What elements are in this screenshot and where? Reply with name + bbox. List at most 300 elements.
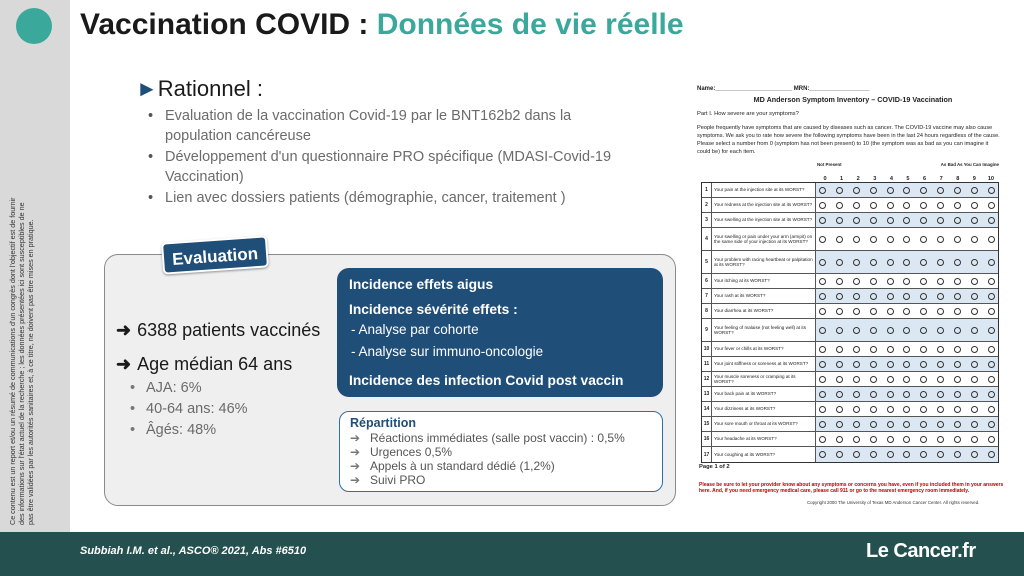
rating-radio-circle[interactable] xyxy=(920,406,927,413)
rating-radio-circle[interactable] xyxy=(954,217,961,224)
scale-number: 5 xyxy=(906,176,910,182)
rating-radio-circle[interactable] xyxy=(819,346,826,353)
rating-radio-circle[interactable] xyxy=(836,436,843,443)
rating-radio-circle[interactable] xyxy=(853,391,860,398)
rating-radio-circle[interactable] xyxy=(836,346,843,353)
symptom-row xyxy=(702,198,998,213)
repartition-item xyxy=(350,459,652,473)
incidence-sub-cohort: - Analyse par cohorte xyxy=(351,322,479,337)
rationale-heading-label: Rationnel : xyxy=(157,76,263,101)
scale-number: 9 xyxy=(972,176,976,182)
rating-radio-circle[interactable] xyxy=(937,278,944,285)
rating-radio-circle[interactable] xyxy=(819,436,826,443)
rating-options xyxy=(816,342,998,356)
rating-options xyxy=(816,213,998,227)
rating-radio-circle[interactable] xyxy=(819,308,826,315)
incidence-severity: Incidence sévérité effets : xyxy=(349,302,518,317)
rating-radio-circle[interactable] xyxy=(988,217,995,224)
symptom-row xyxy=(702,183,998,198)
rating-options xyxy=(816,319,998,341)
rating-radio-circle[interactable] xyxy=(870,346,877,353)
rating-radio-circle[interactable] xyxy=(971,236,978,243)
rating-radio-circle[interactable] xyxy=(887,259,894,266)
questionnaire-title: MD Anderson Symptom Inventory – COVID-19 Vaccination xyxy=(753,95,953,104)
brand-logo: Le Cancer.fr xyxy=(866,540,976,562)
rating-radio-circle[interactable] xyxy=(903,202,910,209)
rating-radio-circle[interactable] xyxy=(819,406,826,413)
rating-radio-circle[interactable] xyxy=(937,308,944,315)
rating-radio-circle[interactable] xyxy=(836,278,843,285)
rating-radio-circle[interactable] xyxy=(887,236,894,243)
rating-radio-circle[interactable] xyxy=(954,259,961,266)
rating-radio-circle[interactable] xyxy=(971,202,978,209)
patients-stat-label: 6388 patients vaccinés xyxy=(137,320,321,340)
rating-radio-circle[interactable] xyxy=(903,217,910,224)
rating-radio-circle[interactable] xyxy=(836,406,843,413)
rating-radio-circle[interactable] xyxy=(903,391,910,398)
rating-radio-circle[interactable] xyxy=(920,451,927,458)
scale-number: 0 xyxy=(823,176,827,182)
rating-radio-circle[interactable] xyxy=(937,391,944,398)
rating-radio-circle[interactable] xyxy=(954,308,961,315)
rating-radio-circle[interactable] xyxy=(971,406,978,413)
incidence-infection: Incidence des infection Covid post vaccin xyxy=(349,373,624,388)
symptom-label: Your problem with racing heartbeat or palpitation at its WORST? xyxy=(712,251,816,273)
symptom-number: 15 xyxy=(702,417,712,431)
rating-radio-circle[interactable] xyxy=(954,421,961,428)
rating-radio-circle[interactable] xyxy=(836,293,843,300)
symptom-label: Your joint stiffness or soreness at its WORST? xyxy=(712,357,816,371)
arrow-icon: ➔ xyxy=(350,431,361,445)
rating-radio-circle[interactable] xyxy=(819,278,826,285)
incidence-box xyxy=(337,268,663,397)
rating-radio-circle[interactable] xyxy=(937,187,944,194)
rating-options xyxy=(816,289,998,303)
symptom-number: 10 xyxy=(702,342,712,356)
rating-radio-circle[interactable] xyxy=(920,346,927,353)
repartition-item-label: Urgences 0,5% xyxy=(370,445,453,459)
rating-radio-circle[interactable] xyxy=(971,259,978,266)
rating-radio-circle[interactable] xyxy=(819,391,826,398)
rating-radio-circle[interactable] xyxy=(903,327,910,334)
arrow-icon: ➔ xyxy=(350,445,361,459)
rating-radio-circle[interactable] xyxy=(920,308,927,315)
rating-radio-circle[interactable] xyxy=(920,293,927,300)
symptom-label: Your rash at its WORST? xyxy=(712,289,816,303)
rating-radio-circle[interactable] xyxy=(988,361,995,368)
rating-radio-circle[interactable] xyxy=(954,376,961,383)
rating-radio-circle[interactable] xyxy=(870,187,877,194)
rating-radio-circle[interactable] xyxy=(819,202,826,209)
symptom-number: 11 xyxy=(702,357,712,371)
rating-radio-circle[interactable] xyxy=(853,376,860,383)
rating-radio-circle[interactable] xyxy=(920,361,927,368)
rating-radio-circle[interactable] xyxy=(954,391,961,398)
symptom-label: Your muscle soreness or cramping at its WORST? xyxy=(712,372,816,386)
rating-radio-circle[interactable] xyxy=(853,421,860,428)
symptom-label: Your swelling or pain under your arm (armpit) on the same side of your injection at its WORST? xyxy=(712,228,816,250)
age-group-item: • 40-64 ans: 46% xyxy=(130,399,248,420)
rating-radio-circle[interactable] xyxy=(836,361,843,368)
scale-number: 7 xyxy=(939,176,943,182)
repartition-box xyxy=(339,411,663,492)
symptom-row xyxy=(702,372,998,387)
rating-radio-circle[interactable] xyxy=(937,236,944,243)
repartition-item-label: Appels à un standard dédié (1,2%) xyxy=(370,459,555,473)
symptom-row xyxy=(702,289,998,304)
rating-radio-circle[interactable] xyxy=(870,202,877,209)
rating-radio-circle[interactable] xyxy=(903,346,910,353)
age-group-list xyxy=(130,378,248,441)
rating-radio-circle[interactable] xyxy=(920,202,927,209)
rating-radio-circle[interactable] xyxy=(937,346,944,353)
mdasi-questionnaire xyxy=(697,80,1009,510)
rating-radio-circle[interactable] xyxy=(903,308,910,315)
arrow-right-icon: ➜ xyxy=(116,320,132,340)
rating-radio-circle[interactable] xyxy=(971,391,978,398)
rating-radio-circle[interactable] xyxy=(937,421,944,428)
rating-radio-circle[interactable] xyxy=(853,406,860,413)
scale-number: 4 xyxy=(889,176,893,182)
symptom-number: 9 xyxy=(702,319,712,341)
rating-radio-circle[interactable] xyxy=(954,293,961,300)
rating-radio-circle[interactable] xyxy=(937,376,944,383)
rating-radio-circle[interactable] xyxy=(870,406,877,413)
rating-radio-circle[interactable] xyxy=(870,327,877,334)
rating-radio-circle[interactable] xyxy=(903,436,910,443)
name-mrn-line: Name:_______________________ MRN:__________________ xyxy=(697,86,870,92)
rating-radio-circle[interactable] xyxy=(887,376,894,383)
rating-radio-circle[interactable] xyxy=(853,346,860,353)
provider-warning: Please be sure to let your provider know about any symptoms or concerns you have, even if you included them in your answers here. And, if you need emergency medical care, please call 911 or go to the nearest emergency room immediately. xyxy=(699,482,1004,495)
rating-radio-circle[interactable] xyxy=(887,293,894,300)
rating-radio-circle[interactable] xyxy=(887,308,894,315)
rationale-heading xyxy=(136,76,263,102)
rating-radio-circle[interactable] xyxy=(971,451,978,458)
rating-radio-circle[interactable] xyxy=(853,187,860,194)
rating-radio-circle[interactable] xyxy=(870,259,877,266)
rating-options xyxy=(816,251,998,273)
rating-options xyxy=(816,304,998,318)
rating-radio-circle[interactable] xyxy=(971,293,978,300)
triangle-arrow-icon: ► xyxy=(136,76,158,101)
citation: Subbiah I.M. et al., ASCO® 2021, Abs #6510 xyxy=(80,545,307,557)
symptom-number: 4 xyxy=(702,228,712,250)
brand-circle-icon xyxy=(16,8,52,44)
rating-radio-circle[interactable] xyxy=(920,376,927,383)
repartition-item xyxy=(350,431,652,445)
rating-radio-circle[interactable] xyxy=(903,376,910,383)
rating-radio-circle[interactable] xyxy=(920,217,927,224)
rating-radio-circle[interactable] xyxy=(836,421,843,428)
title-accent: Données de vie réelle xyxy=(376,8,684,41)
rating-radio-circle[interactable] xyxy=(954,361,961,368)
rating-radio-circle[interactable] xyxy=(836,391,843,398)
rating-radio-circle[interactable] xyxy=(937,259,944,266)
repartition-item-label: Réactions immédiates (salle post vaccin) : 0,5% xyxy=(370,431,625,445)
rating-radio-circle[interactable] xyxy=(853,293,860,300)
symptom-label: Your feeling of malaise (not feeling well) at its WORST? xyxy=(712,319,816,341)
questionnaire-part: Part I. How severe are your symptoms? xyxy=(697,111,799,117)
rating-radio-circle[interactable] xyxy=(887,391,894,398)
symptom-number: 17 xyxy=(702,447,712,462)
rating-radio-circle[interactable] xyxy=(819,361,826,368)
symptom-number: 2 xyxy=(702,198,712,212)
rating-radio-circle[interactable] xyxy=(971,217,978,224)
rating-radio-circle[interactable] xyxy=(836,376,843,383)
repartition-item-label: Suivi PRO xyxy=(370,473,426,487)
rating-radio-circle[interactable] xyxy=(819,293,826,300)
symptom-label: Your fever or chills at its WORST? xyxy=(712,342,816,356)
symptom-number: 14 xyxy=(702,402,712,416)
rating-radio-circle[interactable] xyxy=(971,361,978,368)
rating-radio-circle[interactable] xyxy=(870,293,877,300)
rating-radio-circle[interactable] xyxy=(887,346,894,353)
rating-radio-circle[interactable] xyxy=(819,421,826,428)
rating-radio-circle[interactable] xyxy=(887,361,894,368)
symptom-label: Your redness at the injection site at its WORST? xyxy=(712,198,816,212)
rating-radio-circle[interactable] xyxy=(870,391,877,398)
rating-radio-circle[interactable] xyxy=(870,421,877,428)
scale-low-label: Not Present xyxy=(817,162,842,167)
rating-radio-circle[interactable] xyxy=(988,451,995,458)
rating-options xyxy=(816,417,998,431)
scale-number: 10 xyxy=(987,176,995,182)
rating-radio-circle[interactable] xyxy=(954,406,961,413)
rating-radio-circle[interactable] xyxy=(836,327,843,334)
symptom-number: 7 xyxy=(702,289,712,303)
rating-radio-circle[interactable] xyxy=(819,236,826,243)
scale-number: 1 xyxy=(840,176,844,182)
page-indicator: Page 1 of 2 xyxy=(699,464,730,470)
age-group-item: • Âgés: 48% xyxy=(130,420,248,441)
rating-radio-circle[interactable] xyxy=(853,436,860,443)
rating-radio-circle[interactable] xyxy=(937,293,944,300)
rating-radio-circle[interactable] xyxy=(836,451,843,458)
rating-radio-circle[interactable] xyxy=(819,259,826,266)
rating-radio-circle[interactable] xyxy=(937,406,944,413)
rating-radio-circle[interactable] xyxy=(819,376,826,383)
rating-radio-circle[interactable] xyxy=(903,451,910,458)
rating-options xyxy=(816,432,998,446)
rating-radio-circle[interactable] xyxy=(836,259,843,266)
rating-radio-circle[interactable] xyxy=(988,308,995,315)
rating-radio-circle[interactable] xyxy=(870,436,877,443)
rating-radio-circle[interactable] xyxy=(903,187,910,194)
rating-radio-circle[interactable] xyxy=(853,202,860,209)
rating-radio-circle[interactable] xyxy=(903,421,910,428)
symptom-label: Your pain at the injection site at its WORST? xyxy=(712,183,816,197)
rating-radio-circle[interactable] xyxy=(853,259,860,266)
rating-radio-circle[interactable] xyxy=(853,308,860,315)
rating-radio-circle[interactable] xyxy=(887,187,894,194)
symptom-number: 6 xyxy=(702,274,712,288)
rating-radio-circle[interactable] xyxy=(903,278,910,285)
rating-radio-circle[interactable] xyxy=(903,259,910,266)
rating-radio-circle[interactable] xyxy=(836,187,843,194)
rating-radio-circle[interactable] xyxy=(887,436,894,443)
rating-radio-circle[interactable] xyxy=(971,327,978,334)
rating-radio-circle[interactable] xyxy=(988,346,995,353)
rating-radio-circle[interactable] xyxy=(988,202,995,209)
symptom-row xyxy=(702,228,998,251)
rating-radio-circle[interactable] xyxy=(937,436,944,443)
rating-radio-circle[interactable] xyxy=(988,406,995,413)
rating-radio-circle[interactable] xyxy=(971,421,978,428)
rating-radio-circle[interactable] xyxy=(819,451,826,458)
rating-radio-circle[interactable] xyxy=(971,376,978,383)
rating-radio-circle[interactable] xyxy=(988,187,995,194)
rating-radio-circle[interactable] xyxy=(870,376,877,383)
rating-options xyxy=(816,357,998,371)
rating-radio-circle[interactable] xyxy=(988,327,995,334)
arrow-right-icon: ➜ xyxy=(116,354,132,374)
rating-radio-circle[interactable] xyxy=(870,278,877,285)
rating-radio-circle[interactable] xyxy=(836,236,843,243)
evaluation-badge: Evaluation xyxy=(161,235,269,274)
symptom-row xyxy=(702,387,998,402)
repartition-item xyxy=(350,445,652,459)
rating-radio-circle[interactable] xyxy=(887,278,894,285)
rating-radio-circle[interactable] xyxy=(988,391,995,398)
rating-radio-circle[interactable] xyxy=(954,346,961,353)
rating-radio-circle[interactable] xyxy=(853,451,860,458)
rating-radio-circle[interactable] xyxy=(887,202,894,209)
rating-options xyxy=(816,387,998,401)
scale-number: 8 xyxy=(956,176,960,182)
symptom-row xyxy=(702,342,998,357)
rating-radio-circle[interactable] xyxy=(887,217,894,224)
rating-radio-circle[interactable] xyxy=(920,236,927,243)
rating-radio-circle[interactable] xyxy=(870,217,877,224)
rating-radio-circle[interactable] xyxy=(920,436,927,443)
rating-radio-circle[interactable] xyxy=(819,217,826,224)
scale-number: 3 xyxy=(873,176,877,182)
symptom-row xyxy=(702,274,998,289)
rating-radio-circle[interactable] xyxy=(853,361,860,368)
arrow-icon: ➔ xyxy=(350,473,361,487)
rating-radio-circle[interactable] xyxy=(887,406,894,413)
rating-options xyxy=(816,183,998,197)
rating-radio-circle[interactable] xyxy=(988,278,995,285)
rating-radio-circle[interactable] xyxy=(971,278,978,285)
rating-radio-circle[interactable] xyxy=(819,187,826,194)
rating-radio-circle[interactable] xyxy=(954,236,961,243)
incidence-acute: Incidence effets aigus xyxy=(349,277,494,292)
rating-radio-circle[interactable] xyxy=(903,236,910,243)
rating-radio-circle[interactable] xyxy=(853,236,860,243)
rating-radio-circle[interactable] xyxy=(870,236,877,243)
rating-radio-circle[interactable] xyxy=(954,436,961,443)
symptom-row xyxy=(702,432,998,447)
rating-radio-circle[interactable] xyxy=(971,346,978,353)
rating-radio-circle[interactable] xyxy=(836,202,843,209)
symptom-row xyxy=(702,251,998,274)
rating-radio-circle[interactable] xyxy=(988,236,995,243)
rating-radio-circle[interactable] xyxy=(937,361,944,368)
rating-radio-circle[interactable] xyxy=(920,259,927,266)
rating-radio-circle[interactable] xyxy=(920,187,927,194)
rating-radio-circle[interactable] xyxy=(937,327,944,334)
rating-radio-circle[interactable] xyxy=(954,278,961,285)
rationale-bullet: • Lien avec dossiers patients (démographie, cancer, traitement ) xyxy=(148,188,618,208)
rating-radio-circle[interactable] xyxy=(903,293,910,300)
rating-radio-circle[interactable] xyxy=(920,327,927,334)
age-group-item: • AJA: 6% xyxy=(130,378,248,399)
rating-radio-circle[interactable] xyxy=(870,451,877,458)
rating-radio-circle[interactable] xyxy=(920,391,927,398)
arrow-icon: ➔ xyxy=(350,459,361,473)
rating-radio-circle[interactable] xyxy=(937,451,944,458)
rating-radio-circle[interactable] xyxy=(988,293,995,300)
symptom-number: 3 xyxy=(702,213,712,227)
rating-radio-circle[interactable] xyxy=(903,361,910,368)
repartition-item xyxy=(350,473,652,487)
rating-radio-circle[interactable] xyxy=(870,308,877,315)
rating-radio-circle[interactable] xyxy=(971,308,978,315)
questionnaire-intro: People frequently have symptoms that are caused by diseases such as cancer. The COVID-19 vaccine may also cause symptoms. We ask you to rate how severe the following symptoms have been in the last 24 hours regardless of the cause. Please select a number from 0 (symptom has not been present) to 10 (the symptom was as bad as you can imagine it could be) for each item. xyxy=(697,125,1000,155)
patients-stat xyxy=(116,320,320,341)
rating-radio-circle[interactable] xyxy=(937,202,944,209)
rating-options xyxy=(816,447,998,462)
symptom-number: 16 xyxy=(702,432,712,446)
rating-radio-circle[interactable] xyxy=(988,421,995,428)
rating-radio-circle[interactable] xyxy=(887,451,894,458)
rating-radio-circle[interactable] xyxy=(819,327,826,334)
median-age-stat xyxy=(116,354,292,375)
rating-radio-circle[interactable] xyxy=(937,217,944,224)
symptom-row xyxy=(702,417,998,432)
rating-radio-circle[interactable] xyxy=(988,436,995,443)
rating-radio-circle[interactable] xyxy=(853,217,860,224)
rating-radio-circle[interactable] xyxy=(954,327,961,334)
rationale-list xyxy=(148,106,618,209)
rating-options xyxy=(816,228,998,250)
rating-radio-circle[interactable] xyxy=(887,421,894,428)
slide-title xyxy=(80,8,684,42)
rating-radio-circle[interactable] xyxy=(988,259,995,266)
rating-radio-circle[interactable] xyxy=(836,308,843,315)
rating-radio-circle[interactable] xyxy=(853,278,860,285)
rating-radio-circle[interactable] xyxy=(954,451,961,458)
rationale-bullet: • Evaluation de la vaccination Covid-19 par le BNT162b2 dans la population cancéreuse xyxy=(148,106,618,146)
rating-radio-circle[interactable] xyxy=(988,376,995,383)
rating-radio-circle[interactable] xyxy=(954,187,961,194)
incidence-sub-io: - Analyse sur immuno-oncologie xyxy=(351,344,544,359)
rating-radio-circle[interactable] xyxy=(954,202,961,209)
rating-options xyxy=(816,198,998,212)
symptom-label: Your dizziness at its WORST? xyxy=(712,402,816,416)
symptom-row xyxy=(702,213,998,228)
rating-radio-circle[interactable] xyxy=(971,187,978,194)
rating-radio-circle[interactable] xyxy=(887,327,894,334)
title-main: Vaccination COVID : xyxy=(80,8,377,41)
scale-high-label: As Bad As You Can Imagine xyxy=(940,162,999,167)
copyright-note: Copyright 2000 The University of Texas MD Anderson Cancer Center. All rights reserved. xyxy=(807,500,980,505)
symptom-label: Your swelling at the injection site at its WORST? xyxy=(712,213,816,227)
rating-options xyxy=(816,372,998,386)
symptom-row xyxy=(702,304,998,319)
rating-radio-circle[interactable] xyxy=(853,327,860,334)
rating-radio-circle[interactable] xyxy=(920,421,927,428)
rating-radio-circle[interactable] xyxy=(836,217,843,224)
symptom-label: Your diarrhea at its WORST? xyxy=(712,304,816,318)
symptom-row xyxy=(702,357,998,372)
rating-radio-circle[interactable] xyxy=(920,278,927,285)
rating-radio-circle[interactable] xyxy=(870,361,877,368)
rating-radio-circle[interactable] xyxy=(903,406,910,413)
rating-radio-circle[interactable] xyxy=(971,436,978,443)
